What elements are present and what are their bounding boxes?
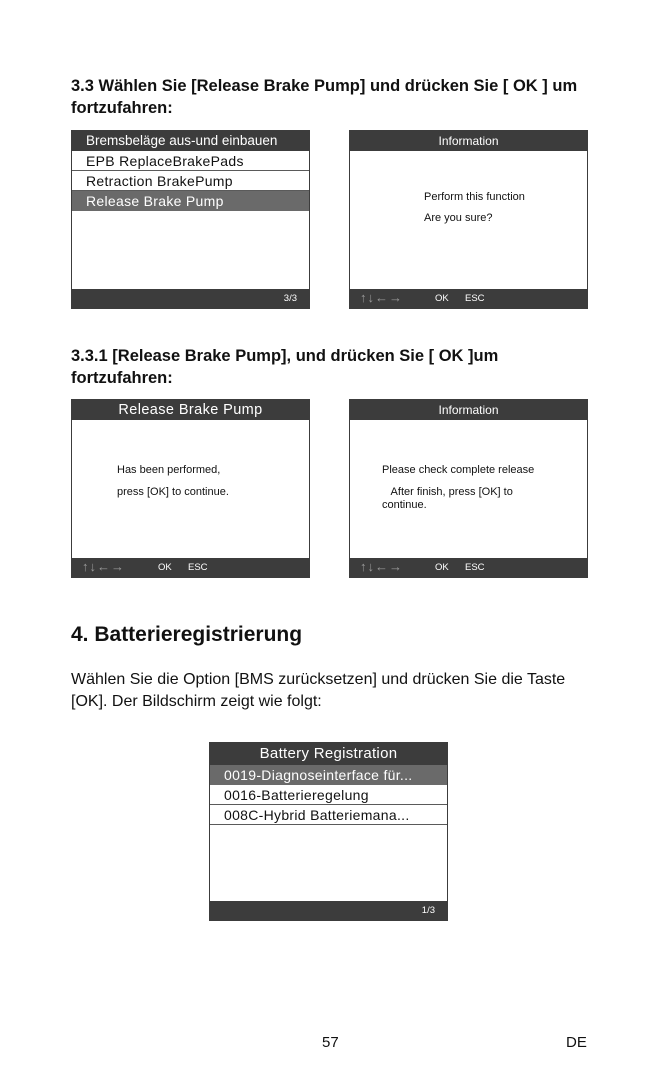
menu-item-retraction-brake-pump[interactable]: Retraction BrakePump	[72, 171, 309, 191]
screen-title: Release Brake Pump	[72, 400, 309, 420]
section-4-paragraph: Wählen Sie die Option [BMS zurücksetzen] und drücken Sie die Taste [OK]. Der Bildschirm zeigt wie folgt:	[71, 671, 566, 710]
page-indicator: 3/3	[283, 293, 297, 304]
screen-title: Battery Registration	[210, 743, 447, 765]
battery-registration-screen	[209, 742, 448, 921]
status-bar	[350, 558, 587, 577]
esc-button[interactable]: ESC	[465, 293, 485, 304]
screen-title: Information	[350, 400, 587, 420]
section-3-3-heading: 3.3 Wählen Sie [Release Brake Pump] und drücken Sie [ OK ] um fortzufahren:	[71, 77, 578, 117]
language-label: DE	[566, 1034, 587, 1051]
menu-item-epb-replace-brake-pads[interactable]: EPB ReplaceBrakePads	[72, 151, 309, 171]
page-number: 57	[322, 1034, 339, 1051]
menu-item-batterieregelung[interactable]: 0016-Batterieregelung	[210, 785, 447, 805]
status-bar	[72, 558, 309, 577]
nav-arrows-icon: ↑↓←→	[360, 290, 403, 305]
message-line: After finish, press [OK] to	[382, 486, 513, 498]
menu-item-release-brake-pump[interactable]: Release Brake Pump	[72, 191, 309, 211]
ok-button[interactable]: OK	[435, 562, 449, 573]
section-4-heading: 4. Batterieregistrierung	[71, 623, 303, 646]
status-bar	[210, 901, 447, 920]
message-line: press [OK] to continue.	[117, 486, 229, 498]
ok-button[interactable]: OK	[158, 562, 172, 573]
menu-item-hybrid-batteriemanagement[interactable]: 008C-Hybrid Batteriemana...	[210, 805, 447, 825]
esc-button[interactable]: ESC	[188, 562, 208, 573]
information-release-check-screen	[349, 399, 588, 578]
screen-title: Information	[350, 131, 587, 151]
message-line: Please check complete release	[382, 464, 535, 476]
message-line: Perform this function	[424, 191, 525, 203]
information-confirm-screen	[349, 130, 588, 309]
release-brake-pump-result-screen	[71, 399, 310, 578]
message-line: Has been performed,	[117, 464, 221, 476]
message-line: continue.	[382, 499, 427, 511]
page-indicator: 1/3	[421, 905, 435, 916]
nav-arrows-icon: ↑↓←→	[82, 559, 125, 574]
message-line: Are you sure?	[424, 212, 493, 224]
nav-arrows-icon: ↑↓←→	[360, 559, 403, 574]
status-bar	[350, 289, 587, 308]
section-3-3-1-heading: 3.3.1 [Release Brake Pump], und drücken Sie [ OK ]um fortzufahren:	[71, 347, 499, 387]
ok-button[interactable]: OK	[435, 293, 449, 304]
screen-title: Bremsbeläge aus-und einbauen	[72, 131, 309, 151]
status-bar	[72, 289, 309, 308]
menu-item-diagnoseinterface[interactable]: 0019-Diagnoseinterface für...	[210, 765, 447, 785]
esc-button[interactable]: ESC	[465, 562, 485, 573]
brake-pads-menu-screen	[71, 130, 310, 309]
